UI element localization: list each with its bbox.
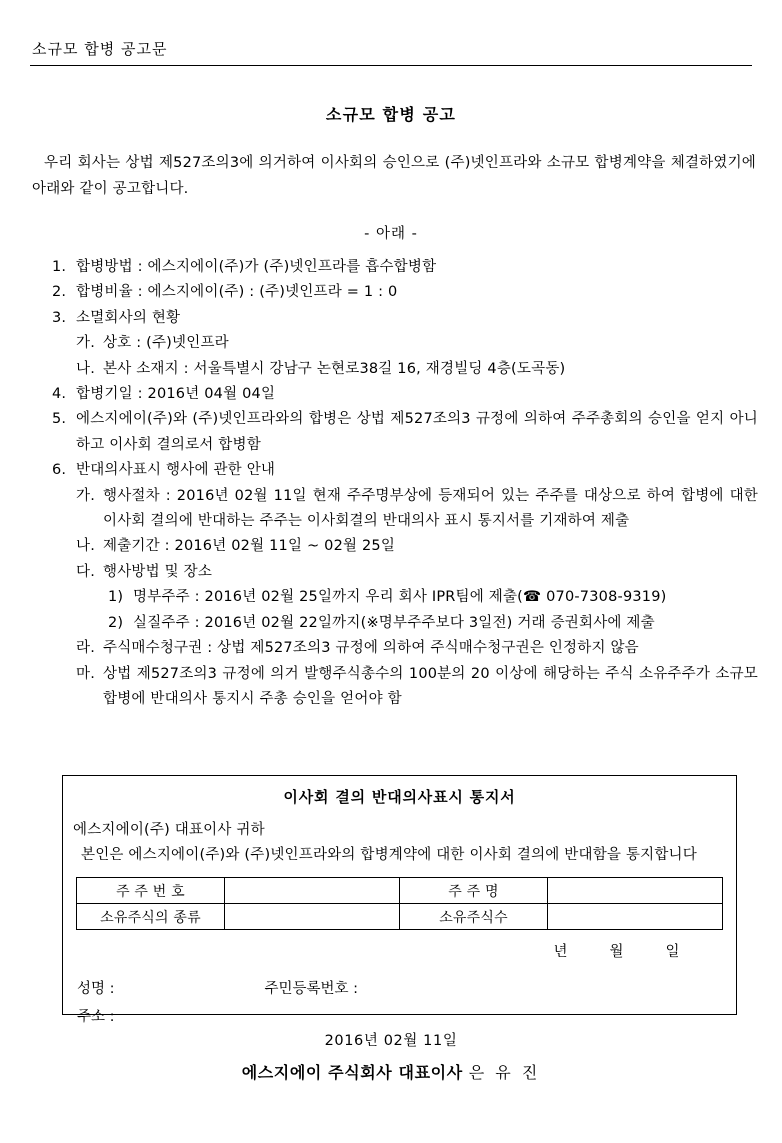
notice-title: 이사회 결의 반대의사표시 통지서 [283, 788, 516, 806]
date-month-label: 월 [609, 944, 624, 960]
clause-marker: 나. [76, 538, 96, 555]
clause-marker: 4. [52, 386, 67, 403]
shareholder-info-table [76, 877, 723, 930]
clause-text: 에스지에이(주)와 (주)넷인프라와의 합병은 상법 제527조의3 규정에 의하여 주주총회의 승인을 얻지 아니하고 이사회 결의로서 합병함 [76, 411, 758, 453]
notice-addressee: 에스지에이(주) 대표이사 귀하 [73, 822, 265, 838]
clause-marker: 마. [76, 665, 96, 682]
clause-text: 상호 : (주)넷인프라 [103, 335, 229, 352]
clause-text: 실질주주 : 2016년 02월 22일까지(※명부주주보다 3일전) 거래 증권회사에 제출 [133, 614, 655, 631]
clause-item [32, 636, 758, 661]
clause-marker: 2. [52, 284, 67, 301]
table-row [77, 904, 723, 930]
footer-signature [0, 1060, 782, 1083]
clause-item [32, 611, 758, 636]
signature-date-line [63, 940, 736, 961]
clause-marker: 5. [52, 411, 67, 428]
clause-marker: 라. [76, 640, 96, 657]
date-year-label: 년 [553, 944, 568, 960]
clause-item [32, 407, 758, 458]
cell-shareholder-number-label: 주 주 번 호 [77, 878, 225, 904]
clause-text: 명부주주 : 2016년 02월 25일까지 우리 회사 IPR팀에 제출(☎ 070-7308-9319) [133, 589, 667, 606]
clause-marker: 1) [108, 589, 124, 606]
clause-item [32, 255, 758, 280]
clause-item [32, 306, 758, 331]
clause-item [32, 331, 758, 356]
footer-ceo-name: 은 유 진 [468, 1063, 541, 1082]
cell-share-count-label: 소유주식수 [400, 904, 548, 930]
running-header [30, 40, 752, 66]
cell-share-count-value[interactable] [548, 904, 723, 930]
table-row [77, 878, 723, 904]
clause-text: 상법 제527조의3 규정에 의거 발행주식총수의 100분의 20 이상에 해당하는 주식 소유주주가 소규모 합병에 반대의사 통지시 주총 승인을 얻어야 함 [103, 665, 758, 707]
rrn-label: 주민등록번호 : [264, 981, 359, 997]
clause-text: 주식매수청구권 : 상법 제527조의3 규정에 의하여 주식매수청구권은 인정하지 않음 [103, 640, 639, 657]
running-header-title: 소규모 합병 공고문 [32, 40, 168, 58]
clause-text: 제출기간 : 2016년 02월 11일 ~ 02월 25일 [103, 538, 396, 555]
footer-company: 에스지에이 주식회사 대표이사 [241, 1063, 463, 1082]
clause-item [32, 585, 758, 610]
cell-share-type-value[interactable] [225, 904, 400, 930]
clause-marker: 다. [76, 563, 96, 580]
clause-item [32, 357, 758, 382]
clause-text: 반대의사표시 행사에 관한 안내 [76, 462, 276, 479]
notice-statement: 본인은 에스지에이(주)와 (주)넷인프라와의 합병계약에 대한 이사회 결의에 반대함을 통지합니다 [81, 847, 697, 863]
cell-shareholder-name-label: 주 주 명 [400, 878, 548, 904]
date-day-label: 일 [665, 944, 680, 960]
clause-item [32, 484, 758, 535]
clause-marker: 6. [52, 462, 67, 479]
clause-text: 합병기일 : 2016년 04월 04일 [76, 386, 276, 403]
clause-marker: 1. [52, 259, 67, 275]
clause-text: 합병비율 : 에스지에이(주) : (주)넷인프라 = 1 : 0 [76, 284, 398, 301]
clause-marker: 3. [52, 309, 67, 326]
clause-item [32, 382, 758, 407]
clause-marker: 가. [76, 335, 96, 352]
clause-item [32, 458, 758, 483]
clause-text: 행사절차 : 2016년 02월 11일 현재 주주명부상에 등재되어 있는 주주를 대상으로 하여 합병에 대한 이사회 결의에 반대하는 주주는 이사회결의 반대의사 표시 통지서를 기재하여 제출 [103, 487, 758, 530]
clause-text: 소멸회사의 현황 [76, 309, 181, 326]
arae-label: - 아래 - [364, 226, 418, 242]
clause-item [32, 534, 758, 559]
cell-shareholder-number-value[interactable] [225, 878, 400, 904]
name-row [77, 975, 736, 1003]
clause-marker: 나. [76, 360, 96, 377]
intro-paragraph: 우리 회사는 상법 제527조의3에 의거하여 이사회의 승인으로 (주)넷인프라와 소규모 합병계약을 체결하였기에 아래와 같이 공고합니다. [32, 155, 756, 197]
address-row [77, 1003, 736, 1031]
header-divider [30, 65, 752, 66]
clause-item [32, 280, 758, 305]
clause-text: 행사방법 및 장소 [103, 563, 213, 580]
page-title: 소규모 합병 공고 [325, 105, 457, 124]
name-label: 성명 : [77, 981, 115, 997]
address-label: 주소 : [77, 1009, 115, 1025]
cell-share-type-label: 소유주식의 종류 [77, 904, 225, 930]
person-fields [63, 975, 736, 1031]
clause-text: 합병방법 : 에스지에이(주)가 (주)넷인프라를 흡수합병함 [76, 259, 437, 275]
objection-notice-box [62, 775, 737, 1025]
clause-text: 본사 소재지 : 서울특별시 강남구 논현로38길 16, 재경빌딩 4층(도곡동) [103, 360, 566, 377]
clause-marker: 가. [76, 487, 96, 504]
clause-list [32, 255, 758, 712]
cell-shareholder-name-value[interactable] [548, 878, 723, 904]
clause-item [32, 560, 758, 585]
footer-date: 2016년 02월 11일 [324, 1033, 458, 1049]
clause-item [32, 662, 758, 713]
clause-marker: 2) [108, 614, 124, 631]
